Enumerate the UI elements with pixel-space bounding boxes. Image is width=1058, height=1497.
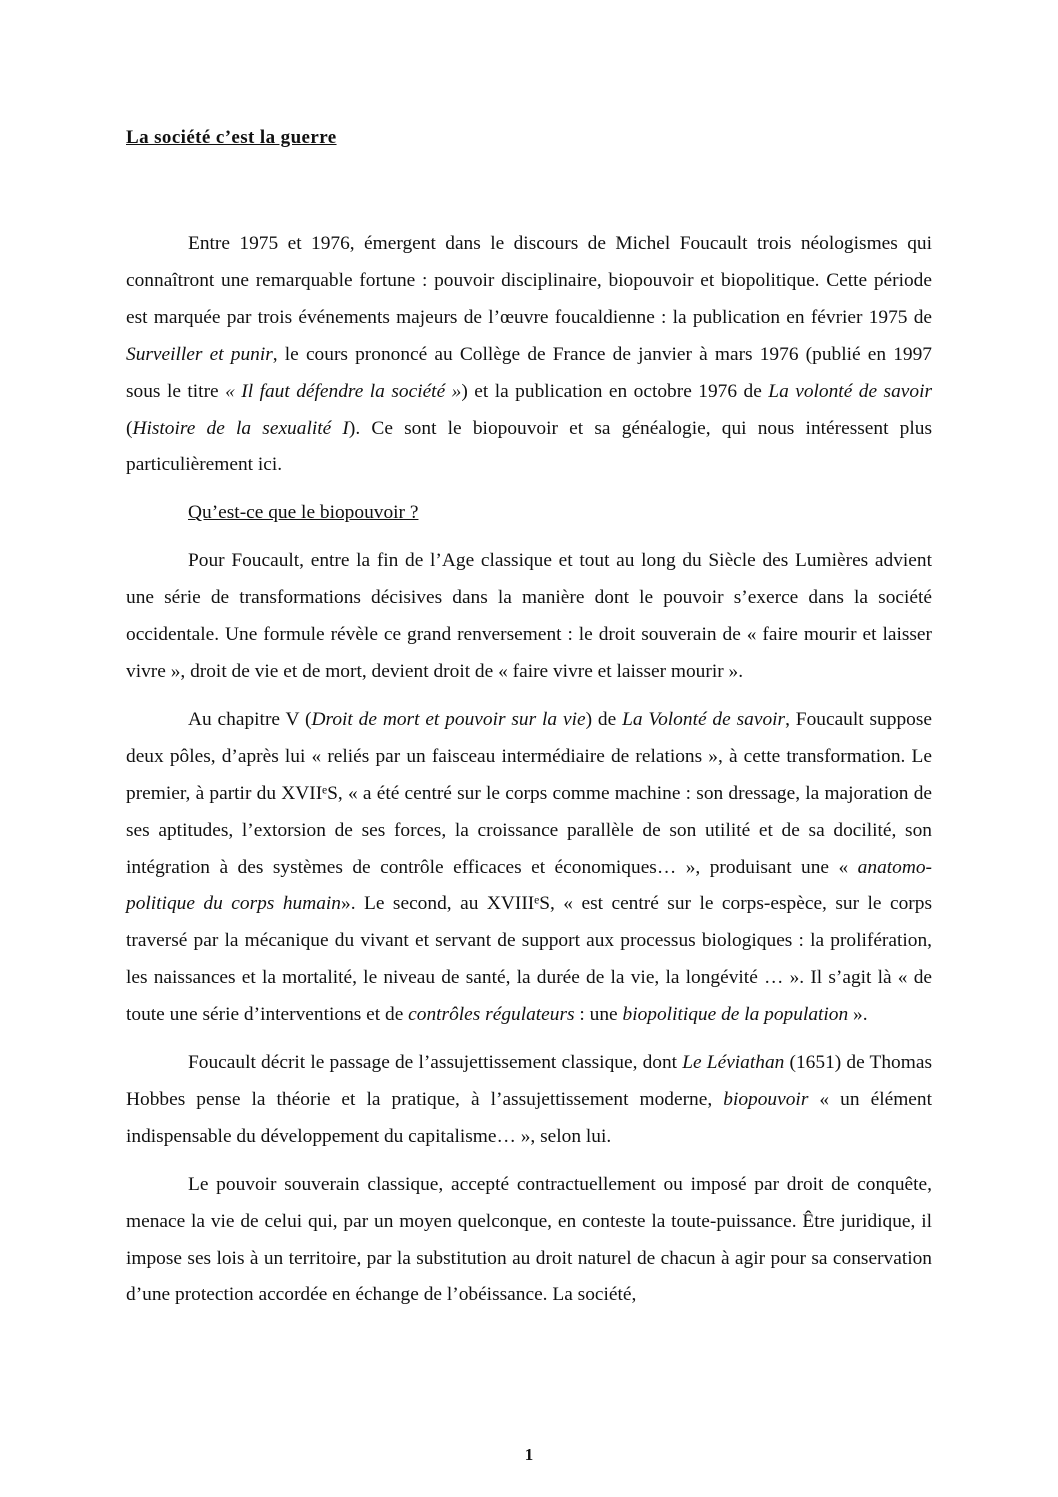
text-run: : une [574, 1004, 623, 1026]
text-run: ( [126, 417, 133, 439]
italic-text: La Volonté de savoir [622, 708, 786, 730]
text-run: Pour Foucault, entre la fin de l’Age classique et tout au long du Siècle des Lumières advient une série de transformations décisives dans la manière dont le pouvoir s’exerce dans la société occidentale. Une formule révèle ce grand renversement : le droit souverain de « faire mourir et laisser vivre », droit de vie et de mort, devient droit de « faire vivre et laisser mourir ». [126, 550, 932, 682]
text-run: « un élément indispensable du développement du capitalisme… », selon lui. [126, 1088, 932, 1147]
italic-text: anatomo-politique du corps humain [126, 856, 932, 915]
italic-text: contrôles régulateurs [408, 1004, 575, 1026]
body-paragraph [126, 702, 932, 1034]
text-run: ) de [585, 708, 623, 730]
page-number: 1 [524, 1445, 534, 1464]
italic-text: biopouvoir [723, 1088, 809, 1110]
text-run: ». [848, 1004, 868, 1026]
text-run: , le cours prononcé au Collège de France de janvier à mars 1976 (publié en 1997 sous le titre [126, 343, 932, 402]
text-run: ». Le second, au XVIIIᵉS, « est centré sur le corps-espèce, sur le corps traversé par la mécanique du vivant et servant de support aux processus biologiques : la prolifération, les naissances et la mortalité, le niveau de santé, la durée de la vie, la longévité … ». Il s’agit là « de toute une série d’interventions et de [126, 893, 932, 1026]
text-run: (1651) de Thomas Hobbes pense la théorie et la pratique, à l’assujettissement moderne, [126, 1052, 932, 1110]
text-run: Qu’est-ce que le biopouvoir ? [188, 502, 419, 524]
body-paragraph [126, 226, 932, 484]
document-title: La société c’est la guerre [126, 127, 337, 148]
text-run: Entre 1975 et 1976, émergent dans le discours de Michel Foucault trois néologismes qui connaîtront une remarquable fortune : pouvoir disciplinaire, biopouvoir et biopolitique. Cette période est marquée par trois événements majeurs de l’œuvre foucaldienne : la publication en février 1975 de [126, 233, 932, 328]
body-paragraph [126, 1167, 932, 1315]
italic-text: Histoire de la sexualité I [132, 417, 349, 439]
body-paragraph [126, 543, 932, 691]
section-subheading [126, 495, 932, 532]
text-run: Au chapitre V ( [188, 708, 312, 730]
text-run: , Foucault suppose deux pôles, d’après lui « reliés par un faisceau intermédiaire de relations », à cette transformation. Le premier, à partir du XVIIᵉS, « a été centré sur le corps comme machine : son dressage, la majoration de ses aptitudes, l’extorsion de ses forces, la croissance parallèle de son utilité et de sa docilité, son intégration à des systèmes de contrôle efficaces et économiques… », produisant une « [126, 708, 932, 878]
text-run: ). Ce sont le biopouvoir et sa généalogie, qui nous intéressent plus particulièrement ici. [126, 417, 933, 476]
text-run: Foucault décrit le passage de l’assujettissement classique, dont [188, 1052, 683, 1074]
italic-text: Droit de mort et pouvoir sur la vie [311, 708, 586, 730]
text-run: Le pouvoir souverain classique, accepté contractuellement ou imposé par droit de conquête, menace la vie de celui qui, par un moyen quelconque, en conteste la toute-puissance. Être juridique, il impose ses lois à un territoire, par la substitution au droit naturel de chacun à agir pour sa conservation d’une protection accordée en échange de l’obéissance. La société, [126, 1173, 932, 1306]
text-run: ) et la publication en octobre 1976 de [461, 380, 769, 402]
italic-text: Surveiller et punir [126, 343, 273, 365]
body-paragraph [126, 1045, 932, 1156]
italic-text: La volonté de savoir [768, 380, 933, 402]
italic-text: Le Léviathan [682, 1052, 785, 1074]
document-body [126, 226, 932, 1325]
italic-text: « Il faut défendre la société » [225, 380, 462, 402]
italic-text: biopolitique de la population [622, 1004, 849, 1026]
